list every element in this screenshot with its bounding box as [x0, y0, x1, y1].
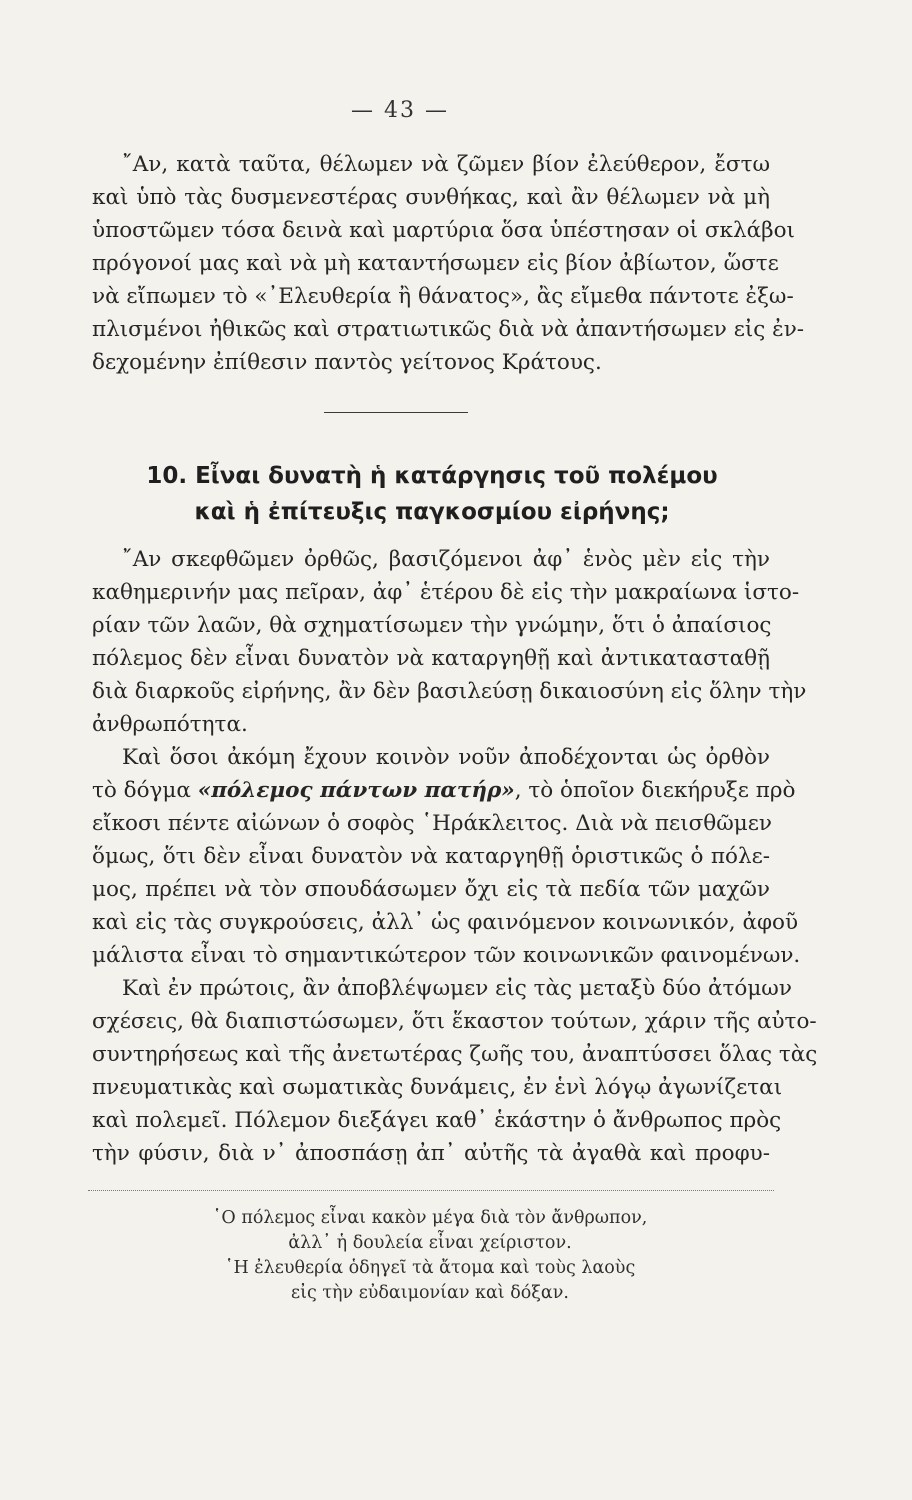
- text-line: καθημερινήν μας πεῖραν, ἀφ᾿ ἑτέρου δὲ εἰς τὴν μακραίωνα ἱστο-: [92, 580, 800, 605]
- text-line: καὶ πολεμεῖ. Πόλεμον διεξάγει καθ᾿ ἑκάστην ὁ ἄνθρωπος πρὸς: [92, 1108, 782, 1133]
- paragraph-2: [92, 543, 807, 741]
- text-line: καὶ ὑπὸ τὰς δυσμενεστέρας συνθήκας, καὶ ἂν θέλωμεν νὰ μὴ: [92, 185, 770, 210]
- text-line: δεχομένην ἐπίθεσιν παντὸς γείτονος Κράτους.: [92, 350, 602, 375]
- text-line: συντηρήσεως καὶ τῆς ἀνετωτέρας ζωῆς του, ἀναπτύσσει ὅλας τὰς: [92, 1042, 818, 1067]
- text-line: σχέσεις, θὰ διαπιστώσωμεν, ὅτι ἕκαστον τούτων, χάριν τῆς αὐτο-: [92, 1009, 817, 1034]
- footnote-line: ῾Ο πόλεμος εἶναι κακὸν μέγα διὰ τὸν ἄνθρωπον,: [212, 1208, 648, 1228]
- text-line: Καὶ ἐν πρώτοις, ἂν ἀποβλέψωμεν εἰς τὰς μεταξὺ δύο ἀτόμων: [122, 976, 792, 1001]
- text-line: Καὶ ὅσοι ἀκόμη ἔχουν κοινὸν νοῦν ἀποδέχονται ὡς ὀρθὸν: [122, 745, 770, 770]
- footnote-divider: [88, 1190, 774, 1191]
- text-line: εἴκοσι πέντε αἰώνων ὁ σοφὸς ῾Ηράκλειτος. Διὰ νὰ πεισθῶμεν: [92, 811, 772, 836]
- text-line: πόλεμος δὲν εἶναι δυνατὸν νὰ καταργηθῇ καὶ ἀντικατασταθῇ: [92, 646, 770, 671]
- paragraph-4: [92, 972, 818, 1170]
- paragraph-3: [92, 741, 801, 972]
- footnote-maxim: [150, 1206, 710, 1306]
- heading-line-2: καὶ ἡ ἐπίτευξις παγκοσμίου εἰρήνης;: [194, 499, 670, 525]
- text-fragment: τὸ δόγμα: [92, 778, 198, 803]
- paragraph-1: [92, 148, 805, 379]
- text-line: [92, 774, 796, 807]
- text-line: ἀνθρωπότητα.: [92, 712, 248, 737]
- text-line: ρίαν τῶν λαῶν, θὰ σχηματίσωμεν τὴν γνώμην, ὅτι ὁ ἀπαίσιος: [92, 613, 772, 638]
- section-heading: [92, 458, 772, 530]
- text-line: πνευματικὰς καὶ σωματικὰς δυνάμεις, ἐν ἑνὶ λόγῳ ἀγωνίζεται: [92, 1075, 783, 1100]
- heading-line-1: 10. Εἶναι δυνατὴ ἡ κατάργησις τοῦ πολέμου: [146, 463, 718, 489]
- footnote-line: ἀλλ᾿ ἡ δουλεία εἶναι χείριστον.: [288, 1233, 572, 1253]
- text-line: πλισμένοι ἠθικῶς καὶ στρατιωτικῶς διὰ νὰ ἀπαντήσωμεν εἰς ἐν-: [92, 317, 805, 342]
- text-line: ὅμως, ὅτι δὲν εἶναι δυνατὸν νὰ καταργηθῇ ὁριστικῶς ὁ πόλε-: [92, 844, 770, 869]
- text-line: τὴν φύσιν, διὰ ν᾿ ἀποσπάσῃ ἀπ᾿ αὐτῆς τὰ ἀγαθὰ καὶ προφυ-: [92, 1141, 770, 1166]
- footnote-line: εἰς τὴν εὐδαιμονίαν καὶ δόξαν.: [291, 1283, 569, 1303]
- text-line: μος, πρέπει νὰ τὸν σπουδάσωμεν ὄχι εἰς τὰ πεδία τῶν μαχῶν: [92, 877, 770, 902]
- footnote-line: ῾Η ἐλευθερία ὁδηγεῖ τὰ ἄτομα καὶ τοὺς λαοὺς: [224, 1258, 636, 1278]
- text-line: ῎Αν σκεφθῶμεν ὀρθῶς, βασιζόμενοι ἀφ᾿ ἑνὸς μὲν εἰς τὴν: [122, 547, 770, 572]
- text-line: ὑποστῶμεν τόσα δεινὰ καὶ μαρτύρια ὅσα ὑπέστησαν οἱ σκλάβοι: [92, 218, 795, 243]
- text-line: μάλιστα εἶναι τὸ σημαντικώτερον τῶν κοινωνικῶν φαινομένων.: [92, 943, 801, 968]
- text-fragment: , τὸ ὁποῖον διεκήρυξε πρὸ: [514, 778, 796, 803]
- text-line: νὰ εἴπωμεν τὸ «᾿Ελευθερία ἢ θάνατος», ἂς εἴμεθα πάντοτε ἐξω-: [92, 284, 794, 309]
- text-line: διὰ διαρκοῦς εἰρήνης, ἂν δὲν βασιλεύσῃ δικαιοσύνη εἰς ὅλην τὴν: [92, 679, 807, 704]
- text-line: ῎Αν, κατὰ ταῦτα, θέλωμεν νὰ ζῶμεν βίον ἐλεύθερον, ἔστω: [122, 152, 770, 177]
- text-line: πρόγονοί μας καὶ νὰ μὴ καταντήσωμεν εἰς βίον ἀβίωτον, ὥστε: [92, 251, 779, 276]
- section-divider: [324, 412, 468, 413]
- quoted-maxim: «πόλεμος πάντων πατήρ»: [197, 778, 515, 803]
- text-line: καὶ εἰς τὰς συγκρούσεις, ἀλλ᾿ ὡς φαινόμενον κοινωνικόν, ἀφοῦ: [92, 910, 799, 935]
- page-number: — 43 —: [351, 98, 449, 123]
